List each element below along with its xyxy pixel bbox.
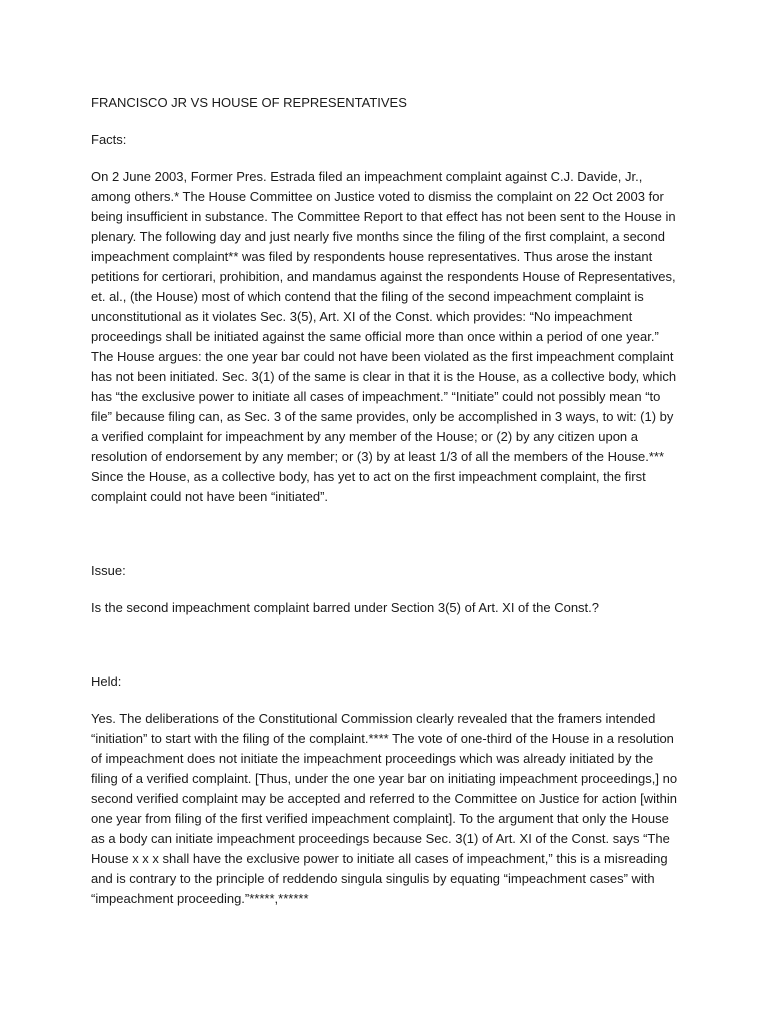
held-paragraph: Yes. The deliberations of the Constitutional Commission clearly revealed that the framers intended “initiation” to start with the filing of the complaint.**** The vote of one-third of the House in a resolution of impeachment does not initiate the impeachment proceedings which was already initiated by the filing of a verified complaint. [Thus, under the one year bar on initiating impeachment proceedings,] no second verified complaint may be accepted and referred to the Committee on Justice for action [within one year from filing of the first verified impeachment complaint]. To the argument that only the House as a body can initiate impeachment proceedings because Sec. 3(1) of Art. XI of the Const. says “The House x x x shall have the exclusive power to initiate all cases of impeachment,” this is a misreading and is contrary to the principle of reddendo singula singulis by equating “impeachment cases” with “impeachment proceeding.”*****,****** xyxy=(91,711,678,906)
issue-label: Issue: xyxy=(91,563,126,578)
spacer xyxy=(91,581,681,598)
facts-paragraph: On 2 June 2003, Former Pres. Estrada filed an impeachment complaint against C.J. Davide, Jr., among others.* The House Committee on Justice voted to dismiss the complaint on 22 Oct 2003 for being insufficient in substance. The Committee Report to that effect has not been sent to the House in plenary. The following day and just nearly five months since the filing of the first complaint, a second impeachment complaint** was filed by respondents house representatives. Thus arose the instant petitions for certiorari, prohibition, and mandamus against the respondents House of Representatives, et. al., (the House) most of which contend that the filing of the second impeachment complaint is unconstitutional as it violates Sec. 3(5), Art. XI of the Const. which provides: “No impeachment proceedings shall be initiated against the same official more than once within a period of one year.” The House argues: the one year bar could not have been violated as the first impeachment complaint has not been initiated. Sec. 3(1) of the same is clear in that it is the House, as a collective body, which has “the exclusive power to initiate all cases of impeachment.” “Initiate” could not possibly mean “to file” because filing can, as Sec. 3 of the same provides, only be accomplished in 3 ways, to wit: (1) by a verified complaint for impeachment by any member of the House; or (2) by any citizen upon a resolution of endorsement by any member; or (3) by at least 1/3 of all the members of the House.*** Since the House, as a collective body, has yet to act on the first impeachment complaint, the first complaint could not have been “initiated”. xyxy=(91,169,677,504)
spacer xyxy=(91,150,681,167)
document-title: FRANCISCO JR VS HOUSE OF REPRESENTATIVES xyxy=(91,95,407,110)
spacer xyxy=(91,692,681,709)
issue-paragraph: Is the second impeachment complaint barred under Section 3(5) of Art. XI of the Const.? xyxy=(91,600,599,615)
held-label: Held: xyxy=(91,674,122,689)
document-body xyxy=(91,93,681,909)
spacer xyxy=(91,113,681,130)
spacer xyxy=(91,618,681,672)
spacer xyxy=(91,507,681,561)
facts-label: Facts: xyxy=(91,132,127,147)
